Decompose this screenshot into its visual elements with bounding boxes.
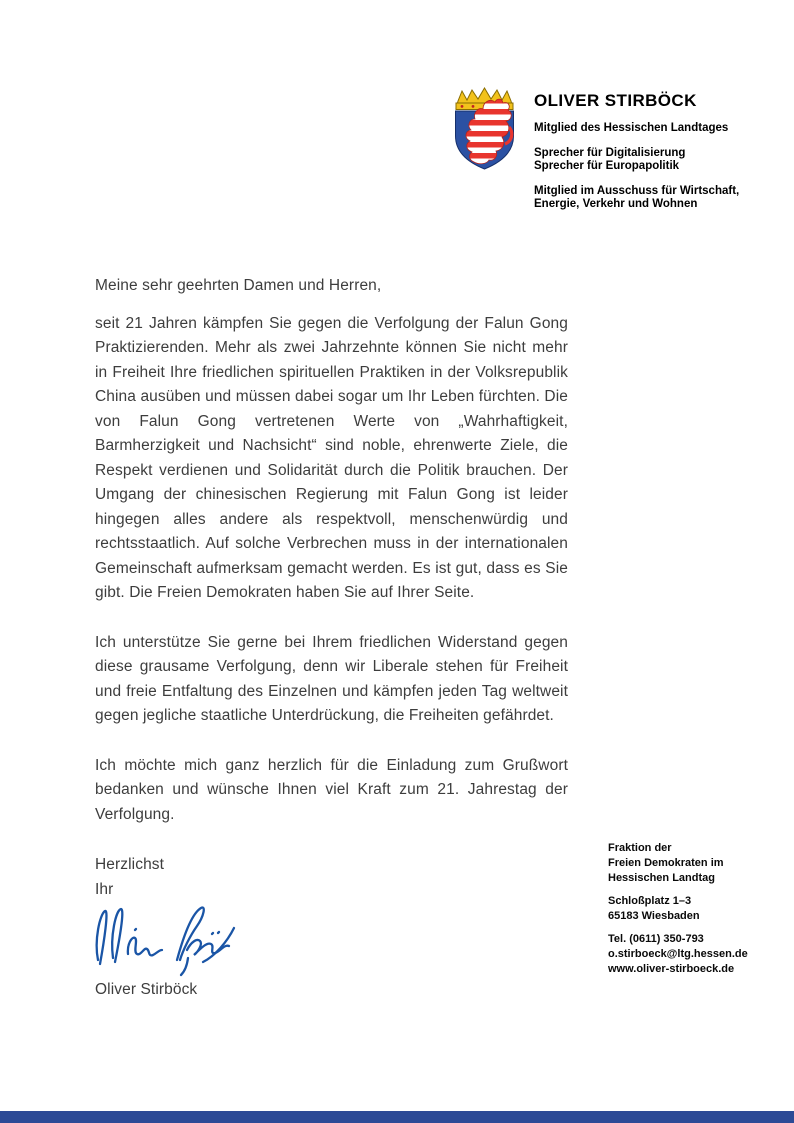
email-text: o.stirboeck@ltg.hessen.de [608, 948, 748, 960]
sender-role: Sprecher für Digitalisierung [534, 146, 686, 159]
address-line: Schloßplatz 1–3 [608, 895, 692, 907]
footer-bar [0, 1111, 794, 1123]
contact-block [608, 841, 790, 985]
closing-line: Herzlichst [95, 856, 165, 873]
signature-image [91, 898, 243, 978]
paragraph: seit 21 Jahren kämpfen Sie gegen die Verfolgung der Falun Gong Praktizierenden. Mehr als zwei Jahrzehnte können Sie nicht mehr in Freiheit Ihre friedlichen spirituellen Praktiken in der Volksrepublik China ausüben und müssen dabei sogar um Ihr Leben fürchten. Die von Falun Gong vertretenen Werte von „Wahrhaftigkeit, Barmherzigkeit und Nachsicht“ sind noble, ehrenwerte Ziele, die Respekt verdienen und Solidarität durch die Politik brauchen. Der Umgang der chinesischen Regierung mit Falun Gong ist leider hingegen alles andere als respektvoll, menschenwürdig und rechtsstaatlich. Auf solche Verbrechen muss in der internationalen Gemeinschaft aufmerksam gemacht werden. Es ist gut, dass es Sie gibt. Die Freien Demokraten haben Sie auf Ihrer Seite. [95, 314, 568, 601]
street-address [608, 894, 790, 924]
sender-name: OLIVER STIRBÖCK [534, 91, 697, 110]
faction-line: Fraktion der [608, 842, 672, 854]
signature-name: Oliver Stirböck [95, 981, 198, 998]
sender-role: Sprecher für Europapolitik [534, 160, 680, 172]
paragraph: Ich möchte mich ganz herzlich für die Einladung zum Grußwort bedanken und wünsche Ihnen viel Kraft zum 21. Jahrestag der Verfolgung. [95, 756, 568, 823]
closing-line: Ihr [95, 880, 114, 898]
paragraph: Ich unterstütze Sie gerne bei Ihrem friedlichen Widerstand gegen diese grausame Verfolgung, denn wir Liberale stehen für Freiheit und freie Entfaltung des Einzelnen und kämpfen jeden Tag weltweit gegen jegliche staatliche Unterdrückung, die Freiheiten gefährdet. [95, 633, 568, 724]
salutation: Meine sehr geehrten Damen und Herren, [95, 277, 382, 294]
letter-body [95, 274, 568, 1003]
phone-number: Tel. (0611) 350-793 [608, 933, 704, 945]
faction-line: Hessischen Landtag [608, 872, 715, 884]
sender-membership: Mitglied des Hessischen Landtages [534, 122, 729, 134]
address-line: 65183 Wiesbaden [608, 910, 700, 922]
letterhead-text [534, 86, 739, 212]
hessen-crest-icon [449, 86, 520, 171]
letterhead [449, 86, 739, 212]
closing [95, 853, 568, 902]
sender-committee: Mitglied im Ausschuss für Wirtschaft, [534, 184, 740, 197]
faction-line: Freien Demokraten im [608, 857, 724, 869]
website-text: www.oliver-stirboeck.de [608, 963, 735, 975]
sender-committee: Energie, Verkehr und Wohnen [534, 198, 698, 210]
faction-address [608, 841, 790, 886]
contact-details [608, 932, 790, 977]
